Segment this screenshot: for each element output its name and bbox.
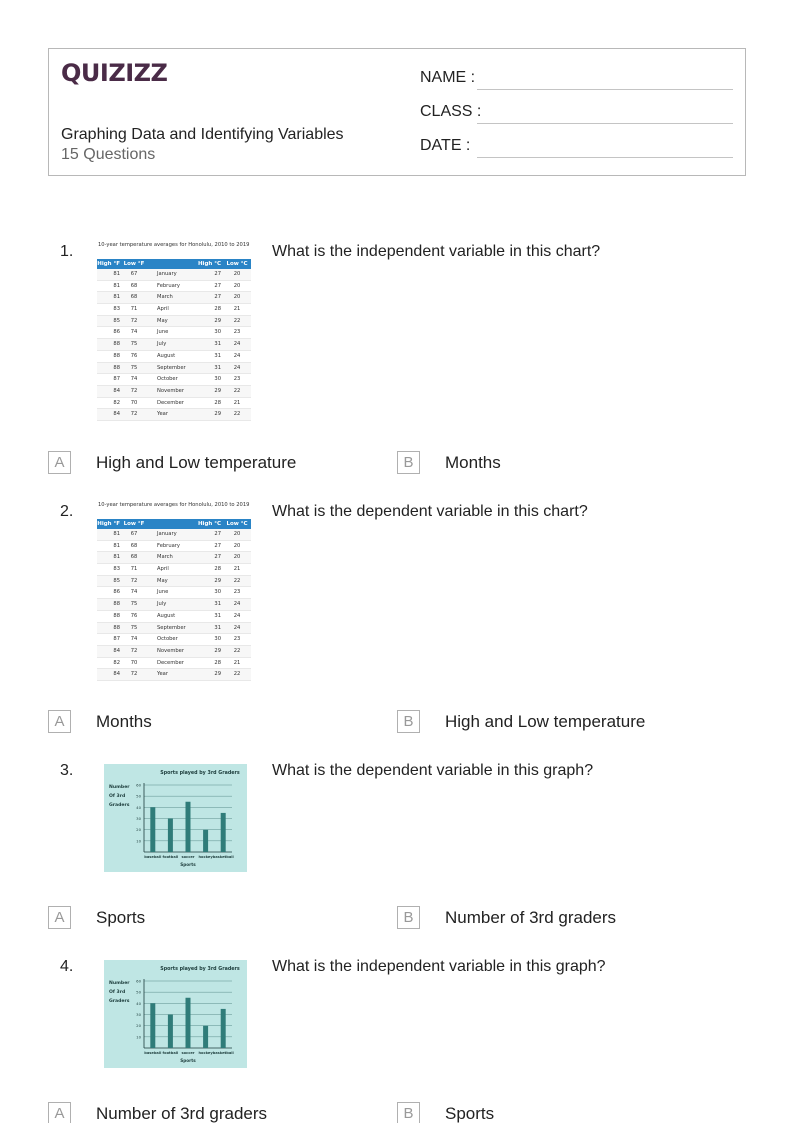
option-a-text[interactable]: High and Low temperature [96,453,297,472]
chart-title: Sports played by 3rd Graders [160,967,240,972]
table-cell: 20 [233,531,241,537]
table-cell: 23 [233,636,241,643]
table-row [97,386,251,398]
table-cell: 74 [130,589,138,596]
question-number: 2. [60,503,74,520]
table-row [97,541,251,553]
class-label: CLASS : [420,103,482,120]
table-cell: 81 [113,294,120,301]
option-a-marker[interactable]: A [48,906,71,929]
table-cell: 83 [113,306,120,313]
table-cell: 84 [113,671,120,678]
y-axis-label: Of 3rd [109,794,126,799]
bar-chart-svg [104,960,247,1068]
table-cell: 29 [214,411,221,418]
x-tick-label: soccer [181,1051,195,1055]
table-cell: 20 [233,294,241,301]
table-cell: 81 [113,271,120,277]
table-row [97,587,251,599]
x-tick-label: football [162,855,179,859]
table-cell: 71 [130,566,138,573]
table-cell: 88 [113,364,120,371]
table-cell: 29 [214,577,221,584]
x-tick-label: hockey [198,1051,213,1055]
bar [168,1015,173,1049]
table-cell: 21 [233,306,241,313]
table-cell: 31 [214,601,221,608]
table-cell: 72 [130,317,138,324]
y-tick-label: 20 [136,1023,141,1029]
table-cell: 75 [130,364,138,371]
table-cell: 28 [214,659,221,666]
option-a-marker[interactable]: A [48,1102,71,1123]
table-row [97,611,251,623]
table-cell: 72 [130,387,138,394]
table-cell: 22 [233,671,241,678]
option-b-marker[interactable]: B [397,710,420,733]
table-cell: 21 [233,566,241,573]
table-cell: 81 [113,531,120,537]
x-tick-label: basketball [212,1051,234,1055]
bar [221,1009,226,1048]
table-cell: April [157,566,169,573]
question-text: What is the dependent variable in this graph? [272,762,594,779]
table-cell: 29 [214,387,221,394]
table-cell: 87 [113,636,120,643]
table-cell: 23 [233,376,241,383]
y-tick-label: 10 [136,838,141,844]
table-cell: April [157,306,169,313]
table-caption: 10-year temperature averages for Honolulu, 2010 to 2019 [98,242,250,248]
table-cell: August [157,352,176,359]
bar [203,830,208,852]
sports-bar-chart-image [104,764,247,872]
table-cell: 27 [214,542,221,549]
temperature-table-image [97,242,251,426]
table-row [97,576,251,588]
option-b-text[interactable]: Months [445,453,501,472]
table-cell: October [157,376,178,383]
table-row [97,552,251,564]
table-row [97,658,251,670]
y-axis-label: Number [109,785,130,790]
table-cell: 20 [233,271,241,277]
bar [221,813,226,852]
table-header-cell: Low °C [226,521,248,527]
table-cell: Year [157,671,168,678]
table-cell: Year [157,411,168,418]
table-cell: 68 [130,294,138,301]
table-cell: February [157,542,180,549]
table-header-cell [145,259,189,269]
table-cell: 81 [113,282,120,289]
table-row [97,529,251,541]
table-header-cell [145,519,189,529]
y-tick-label: 30 [136,1012,141,1017]
table-cell: 85 [113,317,120,324]
table-row [97,398,251,410]
question-number: 3. [60,762,74,779]
table-row [97,292,251,304]
table-cell: 30 [214,376,221,383]
table-cell: 27 [214,531,221,537]
y-tick-label: 20 [136,827,141,833]
table-cell: July [157,341,167,348]
table-cell: October [157,636,178,643]
table-cell: 22 [233,411,241,418]
table-row [97,564,251,576]
table-header-cell: High °C [197,261,221,267]
table-cell: 22 [233,317,241,324]
table-cell: 31 [214,341,221,348]
table-cell: 30 [214,589,221,596]
table-cell: 72 [130,577,138,584]
table-cell: 30 [214,636,221,643]
table-header-row [97,519,251,529]
question-count: 15 Questions [61,146,156,163]
table-cell: 29 [214,671,221,678]
table-cell: 86 [113,329,120,336]
option-a-text[interactable]: Number of 3rd graders [96,1104,268,1123]
bar-chart-svg [104,764,247,872]
table-cell: December [157,659,184,666]
bar [203,1026,208,1048]
table-cell: September [157,364,186,371]
option-b-marker[interactable]: B [397,906,420,929]
option-b-text[interactable]: Number of 3rd graders [445,908,617,927]
question-text: What is the independent variable in this graph? [272,958,606,975]
table-cell: 27 [214,282,221,289]
table-header-cell: High °F [97,521,120,527]
bar [168,819,173,853]
table-cell: 74 [130,376,138,383]
table-cell: 28 [214,399,221,406]
table-header-row [97,259,251,269]
table-cell: 71 [130,306,138,313]
table-cell: November [157,387,184,394]
table-cell: 23 [233,589,241,596]
table-cell: 75 [130,341,138,348]
worksheet-header [48,48,746,176]
table-cell: 24 [233,601,241,608]
table-cell: November [157,647,184,654]
question-number: 4. [60,958,74,975]
table-cell: 21 [233,659,241,666]
table-cell: 24 [233,352,241,359]
option-a-marker[interactable]: A [48,710,71,733]
table-row [97,599,251,611]
y-tick-label: 50 [136,793,141,799]
y-axis-label: Graders [109,999,130,1004]
table-cell: 20 [233,554,241,561]
table-cell: 27 [214,294,221,301]
y-tick-label: 40 [136,804,141,810]
table-row [97,269,251,281]
y-tick-label: 60 [136,782,141,788]
table-cell: 81 [113,542,120,549]
table-cell: 84 [113,647,120,654]
table-cell: 24 [233,364,241,371]
table-cell: 22 [233,387,241,394]
table-cell: 76 [130,612,138,619]
table-cell: 82 [113,399,120,406]
y-tick-label: 50 [136,989,141,995]
table-cell: 74 [130,329,138,336]
table-cell: 88 [113,624,120,631]
table-cell: 21 [233,399,241,406]
table-cell: 70 [130,399,138,406]
table-cell: June [157,329,169,336]
question-text: What is the independent variable in this chart? [272,243,601,260]
table-cell: 85 [113,577,120,584]
table-cell: 83 [113,566,120,573]
table-cell: 68 [130,282,138,289]
table-row [97,363,251,375]
table-header-cell: Low °F [123,521,145,527]
table-row [97,646,251,658]
table-cell: January [157,271,177,277]
table-row [97,351,251,363]
table-cell: May [157,317,168,324]
y-axis-label: Number [109,981,130,986]
name-field[interactable] [477,89,733,90]
table-cell: 88 [113,612,120,619]
y-tick-label: 10 [136,1034,141,1040]
table-header-cell: Low °C [226,261,248,267]
table-cell: December [157,399,184,406]
table-cell: 68 [130,554,138,561]
table-row [97,634,251,646]
option-a-marker[interactable]: A [48,451,71,474]
table-cell: 24 [233,612,241,619]
quizizz-logo: QUIZIZZ [61,59,168,87]
table-row [97,623,251,635]
bar [186,802,191,852]
table-cell: 76 [130,352,138,359]
table-cell: 88 [113,601,120,608]
temperature-table-image [97,502,251,686]
table-cell: June [157,589,169,596]
table-row [97,316,251,328]
table-cell: 75 [130,624,138,631]
table-cell: January [157,531,177,537]
table-row [97,669,251,681]
option-b-marker[interactable]: B [397,1102,420,1123]
table-cell: 70 [130,659,138,666]
table-cell: 31 [214,352,221,359]
table-cell: 86 [113,589,120,596]
table-cell: 24 [233,341,241,348]
table-cell: 74 [130,636,138,643]
table-cell: 31 [214,364,221,371]
table-row [97,281,251,293]
option-b-text[interactable]: High and Low temperature [445,712,646,731]
table-row [97,327,251,339]
table-header-cell: High °C [197,521,221,527]
table-cell: March [157,554,173,561]
y-tick-label: 30 [136,816,141,821]
table-header-cell: High °F [97,261,120,267]
table-cell: 28 [214,566,221,573]
x-tick-label: baseball [144,1051,162,1055]
table-cell: 82 [113,659,120,666]
table-cell: 31 [214,624,221,631]
date-field[interactable] [477,157,733,158]
class-field[interactable] [477,123,733,124]
bar [186,998,191,1048]
table-cell: 30 [214,329,221,336]
option-a-text[interactable]: Months [96,712,152,731]
table-cell: September [157,624,186,631]
table-cell: 88 [113,341,120,348]
table-cell: 22 [233,577,241,584]
table-cell: 84 [113,411,120,418]
table-cell: 72 [130,647,138,654]
table-cell: July [157,601,167,608]
table-row [97,374,251,386]
table-cell: August [157,612,176,619]
x-axis-label: Sports [180,862,196,867]
table-cell: February [157,282,180,289]
chart-title: Sports played by 3rd Graders [160,771,240,776]
name-label: NAME : [420,69,476,86]
table-header-cell: Low °F [123,261,145,267]
table-cell: 22 [233,647,241,654]
x-tick-label: hockey [198,855,213,859]
bar [150,807,155,852]
x-tick-label: baseball [144,855,162,859]
table-row [97,339,251,351]
worksheet-title: Graphing Data and Identifying Variables [61,126,344,143]
table-cell: 23 [233,329,241,336]
table-cell: 27 [214,554,221,561]
x-tick-label: basketball [212,855,234,859]
question-text: What is the dependent variable in this chart? [272,503,588,520]
bar [150,1003,155,1048]
table-cell: March [157,294,173,301]
table-cell: 20 [233,542,241,549]
y-axis-label: Graders [109,803,130,808]
x-tick-label: soccer [181,855,195,859]
table-cell: 84 [113,387,120,394]
table-cell: 72 [130,671,138,678]
y-axis-label: Of 3rd [109,990,126,995]
question-number: 1. [60,243,74,260]
table-cell: 20 [233,282,241,289]
table-cell: 67 [130,271,138,277]
option-b-marker[interactable]: B [397,451,420,474]
table-cell: 87 [113,376,120,383]
table-cell: 28 [214,306,221,313]
table-cell: 68 [130,542,138,549]
y-tick-label: 40 [136,1000,141,1006]
table-cell: 75 [130,601,138,608]
y-tick-label: 60 [136,978,141,984]
table-cell: 27 [214,271,221,277]
date-label: DATE : [420,137,471,154]
x-axis-label: Sports [180,1058,196,1063]
table-cell: 29 [214,317,221,324]
option-b-text[interactable]: Sports [445,1104,495,1123]
table-row [97,304,251,316]
table-row [97,409,251,421]
table-cell: 81 [113,554,120,561]
table-cell: 29 [214,647,221,654]
table-cell: 67 [130,531,138,537]
sports-bar-chart-image [104,960,247,1068]
table-caption: 10-year temperature averages for Honolulu, 2010 to 2019 [98,502,250,508]
table-cell: 88 [113,352,120,359]
table-cell: 72 [130,411,138,418]
x-tick-label: football [162,1051,179,1055]
table-cell: 24 [233,624,241,631]
option-a-text[interactable]: Sports [96,908,146,927]
table-cell: 31 [214,612,221,619]
table-cell: May [157,577,168,584]
